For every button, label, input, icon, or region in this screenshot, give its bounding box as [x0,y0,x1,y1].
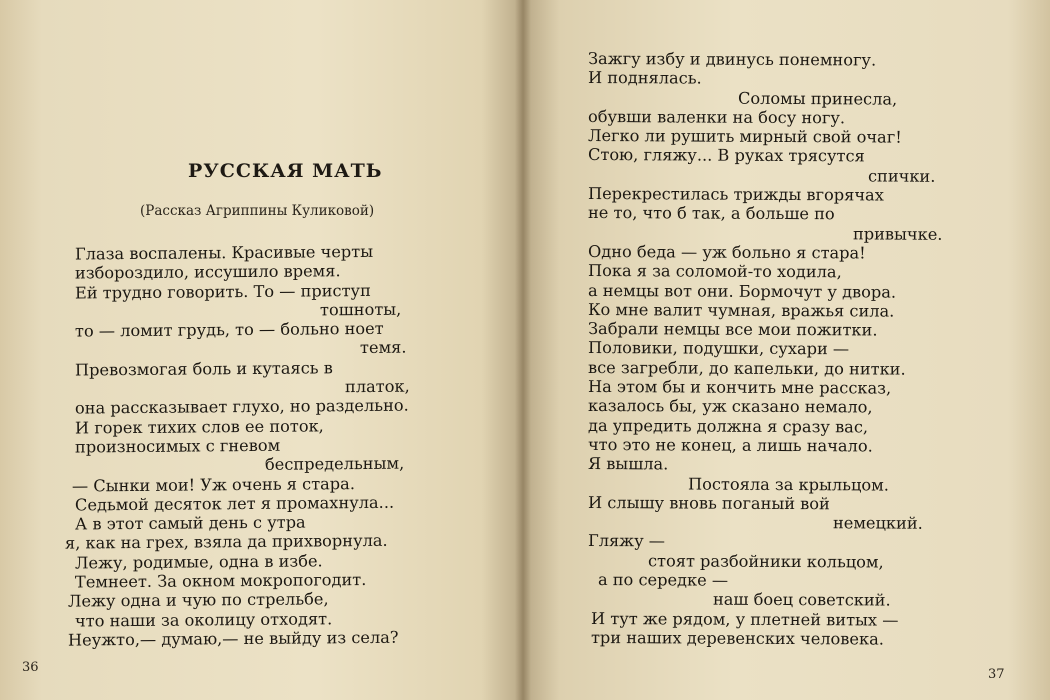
page-number-left: 36 [22,660,39,675]
text-line: казалось бы, уж сказано немало, [587,396,873,417]
text-line: темя. [359,338,407,358]
text-line: Темнеет. За окном мокропогодит. [74,570,367,592]
text-line: Соломы принесла, [737,88,898,109]
text-line: спички. [867,166,936,186]
right-page [523,0,1050,700]
text-line: Одно беда — уж больно я стара! [587,241,866,263]
text-line: да упредить должна я сразу вас, [587,415,869,437]
text-line: Забрали немцы все мои пожитки. [587,319,878,340]
text-line: Ей трудно говорить. То — приступ [74,280,371,303]
text-line: Глаза воспалены. Красивые черты [74,241,374,264]
text-line: привычке. [852,224,943,244]
text-line: а немцы вот они. Бормочут у двора. [587,280,897,302]
text-line: произносимых с гневом [74,435,281,457]
text-line: На этом бы и кончить мне рассказ, [587,377,892,398]
text-line: я, как на грех, взяла да прихворнула. [64,531,388,554]
right-page-text [523,50,1043,648]
text-line: Седьмой десяток лет я промахнула... [74,492,395,515]
text-line: немецкий. [832,513,923,533]
text-line: Стою, гляжу... В руках трясутся [587,145,865,166]
text-line: а по середке — [597,570,729,590]
text-line: Перекрестилась трижды вгорячах [587,184,884,205]
text-line: не то, что б так, а больше по [587,203,835,224]
text-line: Гляжу — [587,531,666,551]
text-line: — Сынки мои! Уж очень я стара. [71,473,355,496]
text-line: то — ломит грудь, то — больно ноет [74,319,384,341]
text-line: А в этот самый день с утра [74,512,306,534]
text-line: Неужто,— думаю,— не выйду из села? [67,627,399,650]
text-line: беспредельным, [264,453,405,475]
text-line: Легко ли рушить мирный свой очаг! [587,126,902,147]
text-line: Постояла за крыльцом. [687,474,889,495]
book-gutter [515,0,531,700]
text-line: Половики, подушки, сухари — [587,338,850,359]
text-line: она рассказывает глухо, но раздельно. [74,395,409,418]
text-line: тошноты, [319,299,402,320]
text-line: И поднялась. [587,68,702,88]
text-line: И слышу вновь поганый вой [587,492,830,514]
text-line: И тут же рядом, у плетней витых — [590,608,899,630]
text-line: Лежу одна и чую по стрельбе, [67,589,329,611]
poem-subtitle: (Рассказ Агриппины Куликовой) [140,203,375,219]
left-page [0,0,523,700]
text-line: что наши за околицу отходят. [74,608,333,631]
page-number-right: 37 [988,667,1005,682]
text-line: наш боец советский. [712,589,891,610]
text-line: стоят разбойники кольцом, [647,551,884,572]
text-line: Зажгу избу и двинусь понемногу. [587,48,877,70]
text-line: платок, [344,376,410,397]
text-line: Ко мне валит чумная, вражья сила. [587,299,895,321]
text-line: Я вышла. [587,454,669,474]
text-line: три наших деревенских человека. [590,627,885,649]
text-line: И горек тихих слов ее поток, [74,416,324,438]
text-line: обувши валенки на босу ногу. [587,106,846,128]
text-line: все загребли, до капельки, до нитки. [587,357,906,379]
text-line: Лежу, родимые, одна в избе. [74,551,323,573]
text-line: избороздило, иссушило время. [74,261,341,283]
left-page-text [0,243,500,648]
text-line: Превозмогая боль и кутаясь в [74,358,333,380]
text-line: что это не конец, а лишь начало. [587,434,873,456]
text-line: Пока я за соломой-то ходила, [587,261,842,282]
poem-title: РУССКАЯ МАТЬ [188,160,383,182]
